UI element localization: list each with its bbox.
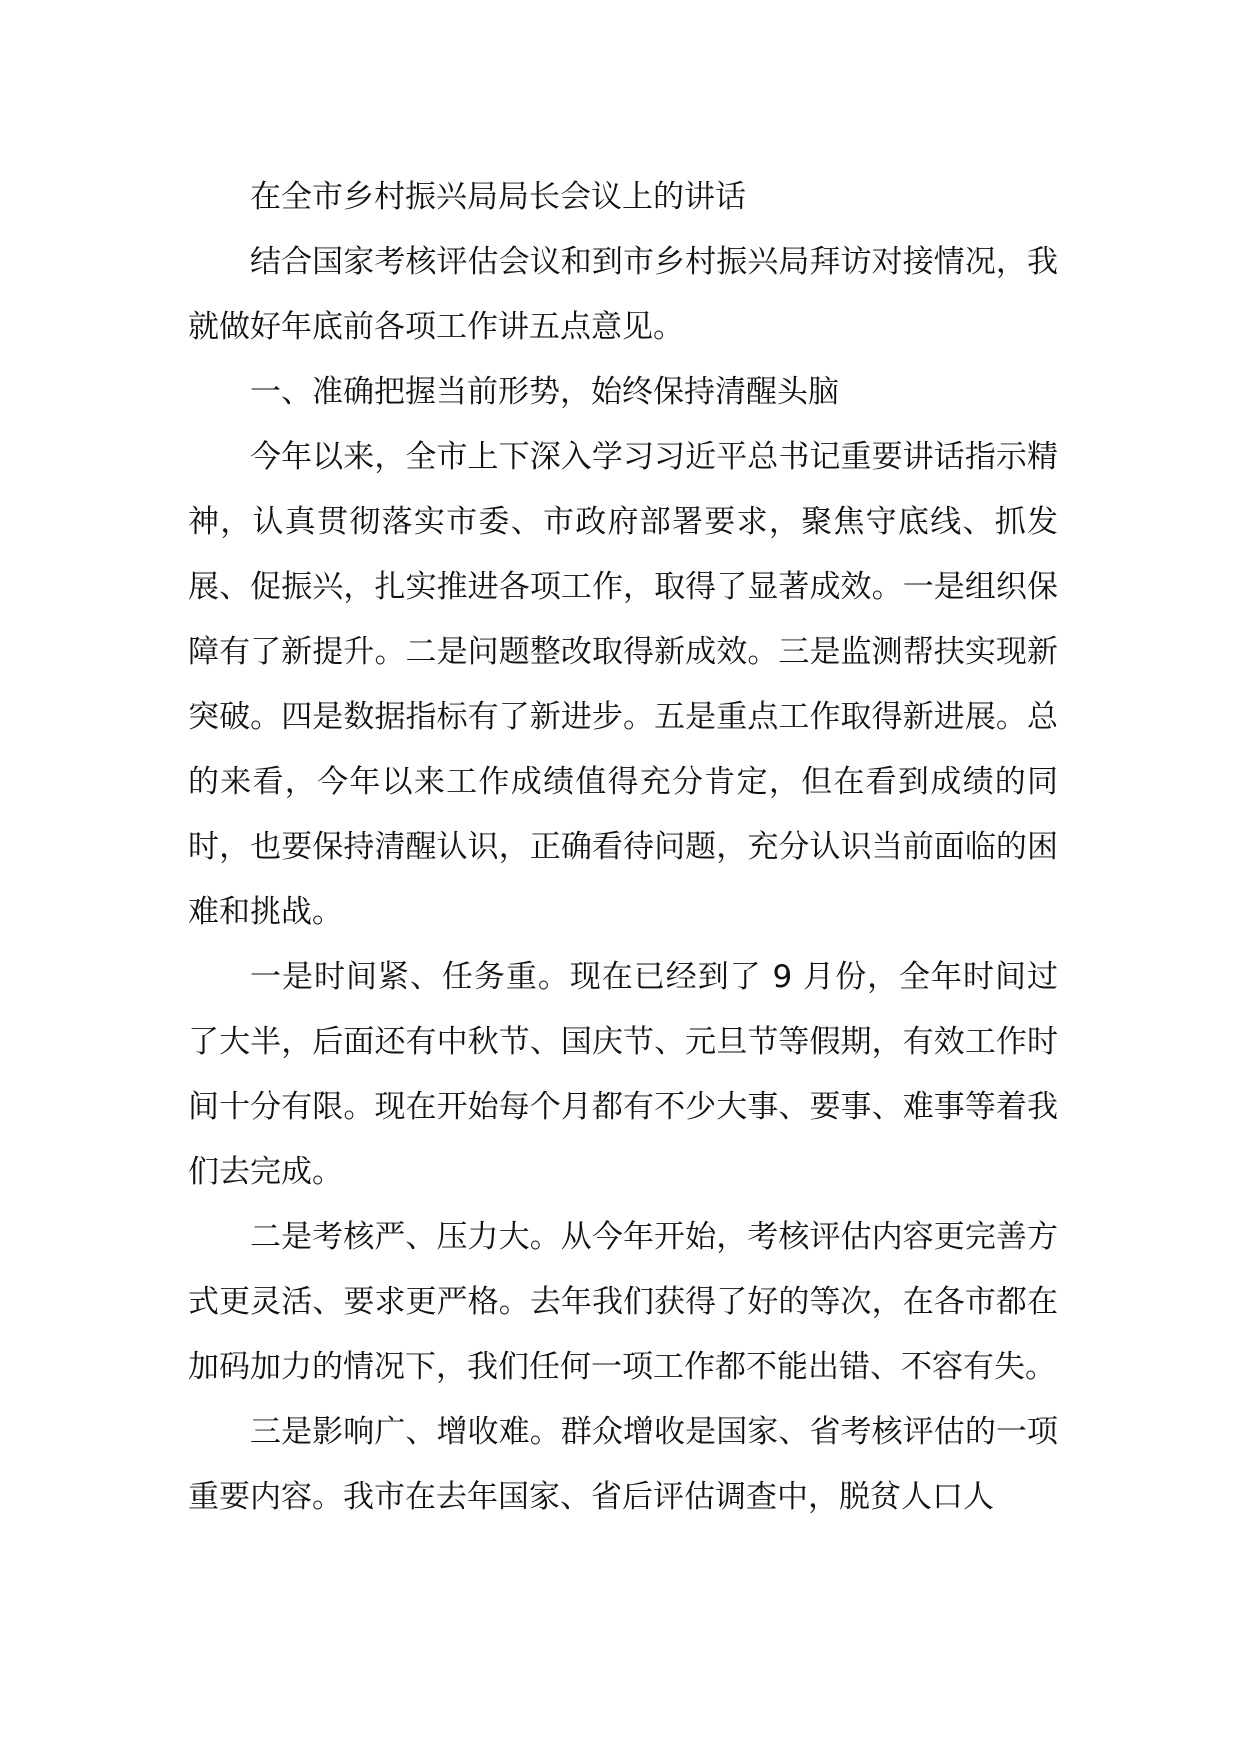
paragraph-achievements: 今年以来，全市上下深入学习习近平总书记重要讲话指示精神，认真贯彻落实市委、市政府部署要求，聚焦守底线、抓发展、促振兴，扎实推进各项工作，取得了显著成效。一是组织保障有了新提升。二是问题整改取得新成效。三是监测帮扶实现新突破。四是数据指标有了新进步。五是重点工作取得新进展。总的来看，今年以来工作成绩值得充分肯定，但在看到成绩的同时，也要保持清醒认识，正确看待问题，充分认识当前面临的困难和挑战。 — [188, 439, 1058, 930]
section-heading-1: 一、准确把握当前形势，始终保持清醒头脑 — [250, 374, 839, 410]
document-title: 在全市乡村振兴局局长会议上的讲话 — [250, 179, 746, 215]
paragraph-challenge-3: 三是影响广、增收难。群众增收是国家、省考核评估的一项重要内容。我市在去年国家、省后评估调查中，脱贫人口人 — [188, 1414, 1058, 1515]
paragraph-intro: 结合国家考核评估会议和到市乡村振兴局拜访对接情况，我就做好年底前各项工作讲五点意见。 — [188, 244, 1058, 345]
document-body — [188, 165, 1058, 1530]
paragraph-challenge-2: 二是考核严、压力大。从今年开始，考核评估内容更完善方式更灵活、要求更严格。去年我们获得了好的等次，在各市都在加码加力的情况下，我们任何一项工作都不能出错、不容有失。 — [188, 1219, 1058, 1385]
paragraph-challenge-1: 一是时间紧、任务重。现在已经到了 9 月份，全年时间过了大半，后面还有中秋节、国庆节、元旦节等假期，有效工作时间十分有限。现在开始每个月都有不少大事、要事、难事等着我们去完成。 — [188, 959, 1058, 1190]
